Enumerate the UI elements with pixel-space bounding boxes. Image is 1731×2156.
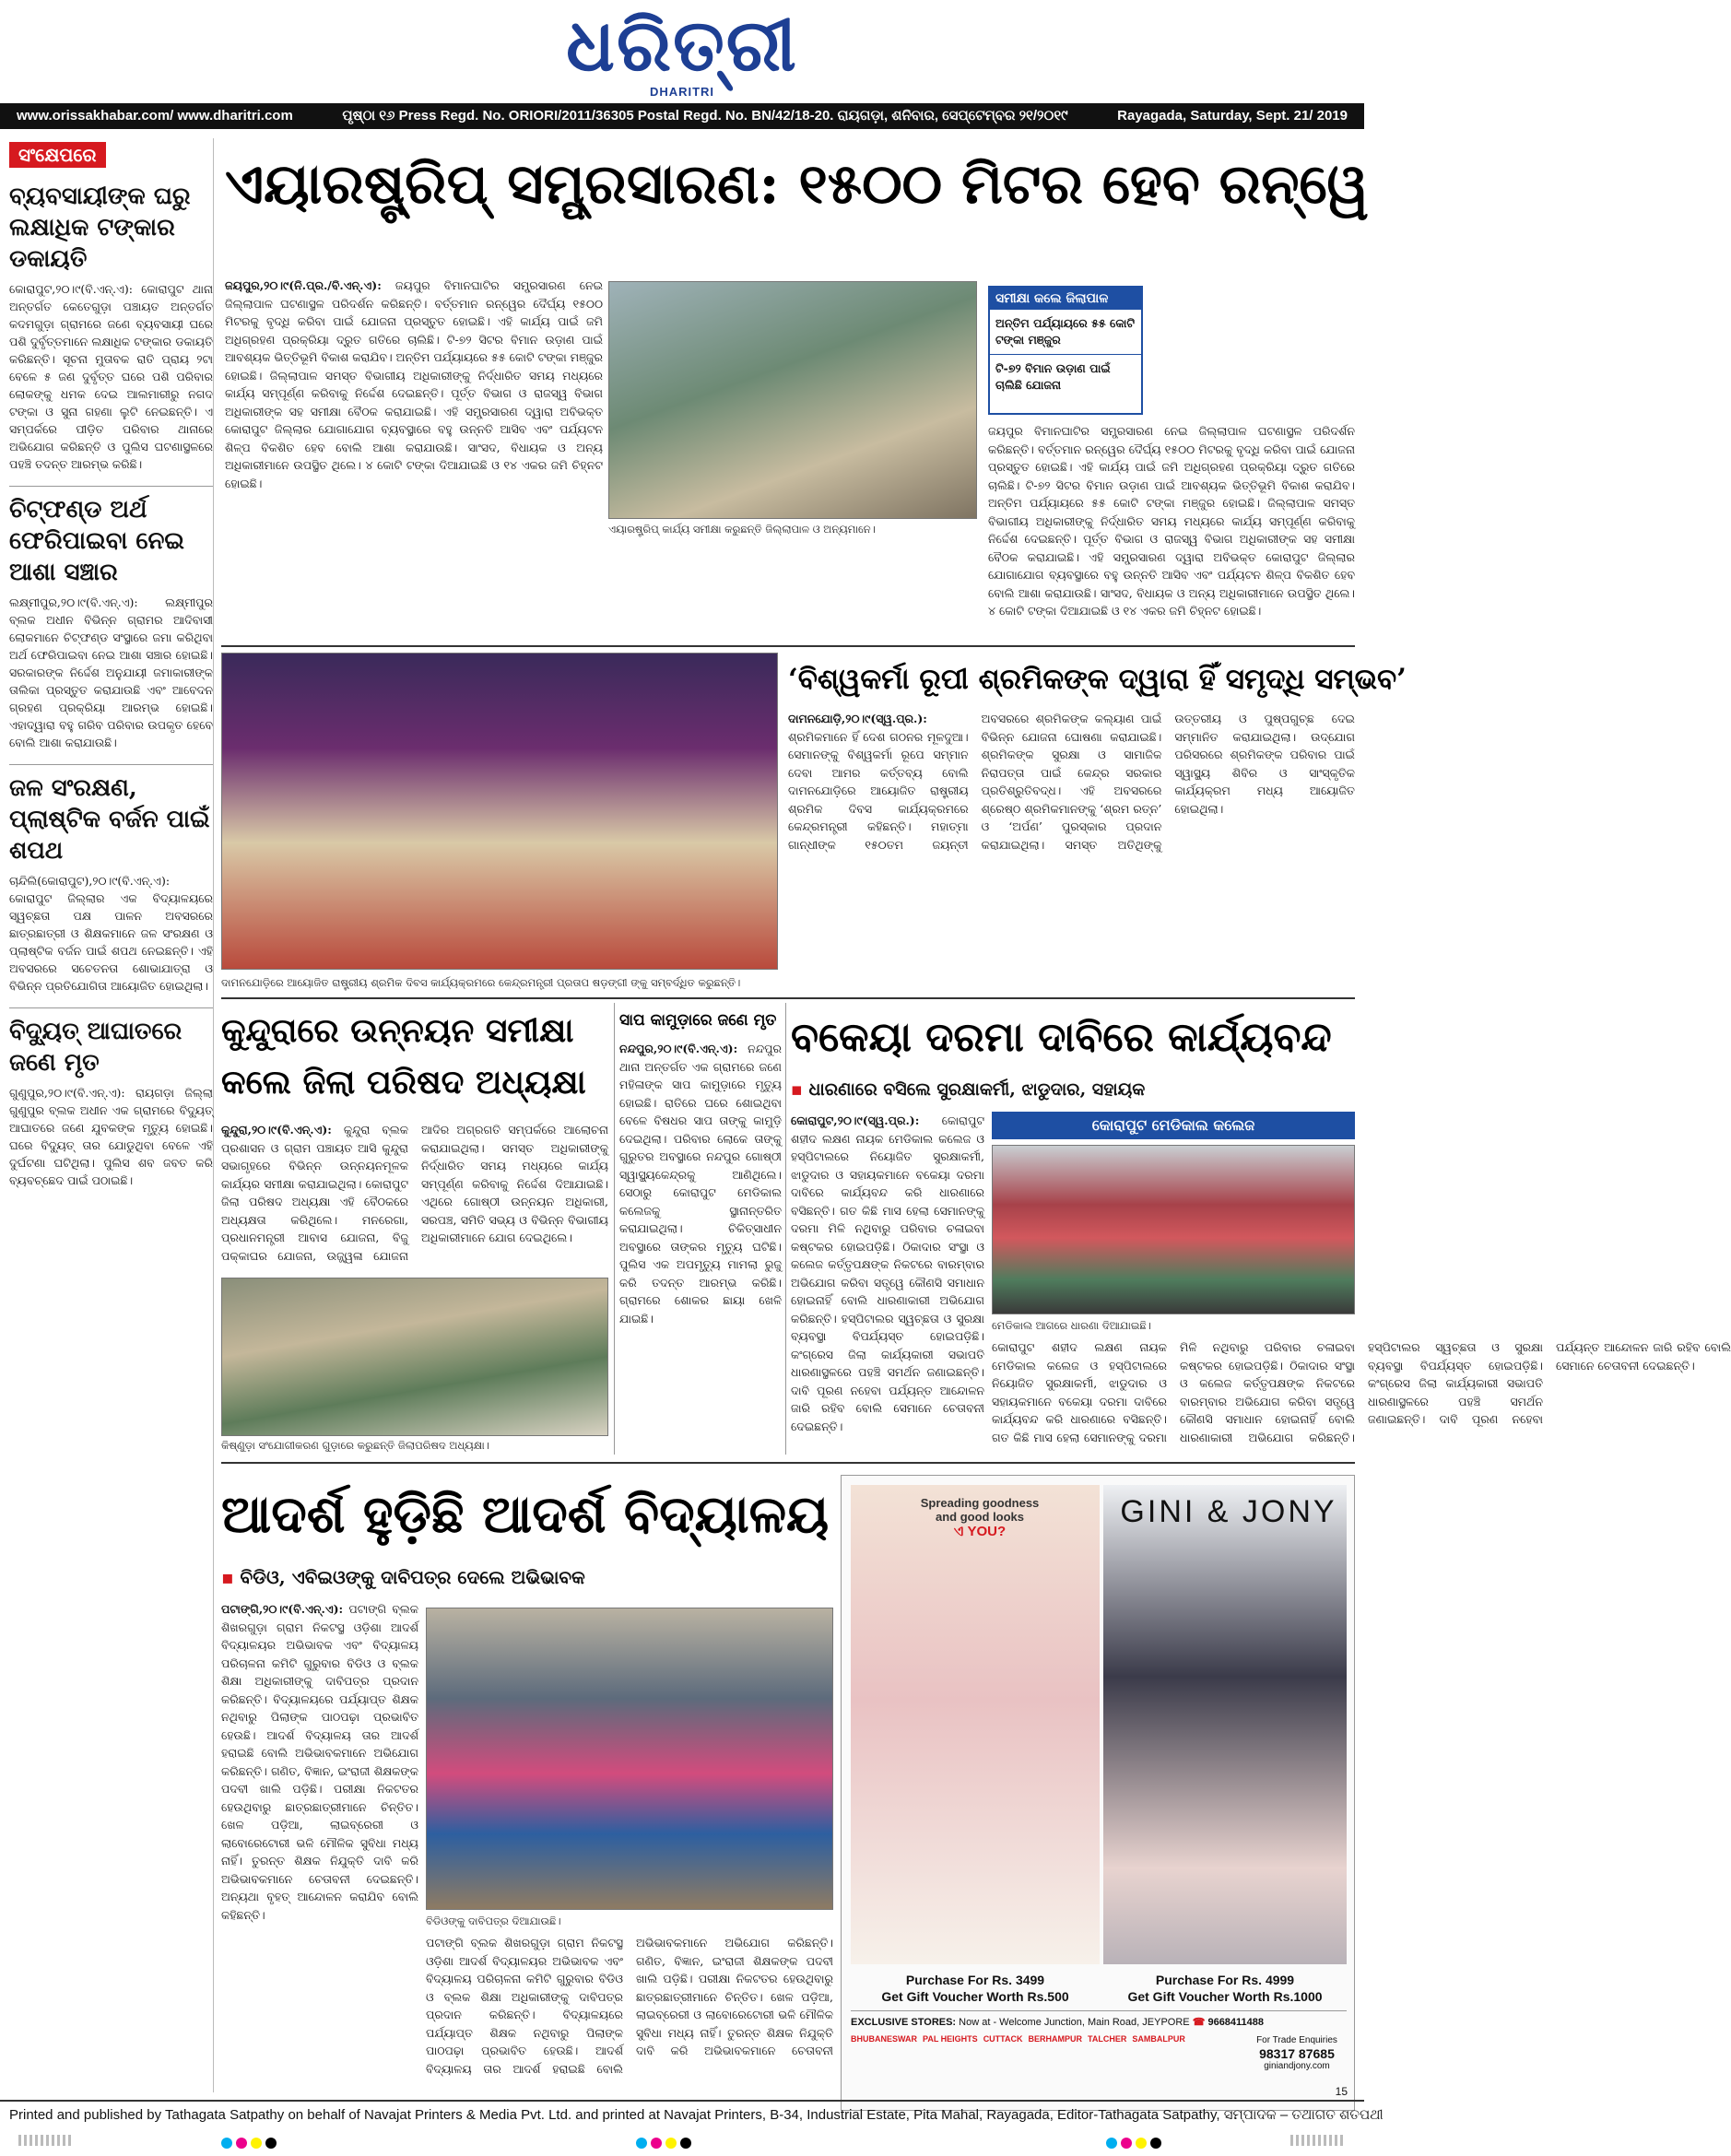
logo-subtext: DHARITRI [649,85,715,99]
edition-date: Rayagada, Saturday, Sept. 21/ 2019 [1117,108,1348,124]
ad-tagline-line2: and good looks [935,1510,1025,1524]
brief-item [9,1016,213,1189]
airstrip-caption: ଏୟାରଷ୍ଟ୍ରିପ୍ କାର୍ଯ୍ୟ ସମୀକ୍ଷା କରୁଛନ୍ତି ଜିଲ୍ଲାପାଳ ଓ ଅନ୍ୟମାନେ। [608,523,876,536]
section-divider [221,1462,1355,1464]
brief-body: କୋରାପୁଟ,୨୦।୯(ବି.ଏନ୍.ଏ): କୋରାପୁଟ ଥାନା ଅନ୍ତର୍ଗତ କେତେଗୁଡ଼ା ପଞ୍ଚାୟତ ଅନ୍ତର୍ଗତ କଦମଗୁଡ଼ା ଗ୍ରାମରେ ଜଣେ ବ୍ୟବସାୟୀ ଘରେ ପଶି ଦୁର୍ବୃତ୍ତମାନେ ଲକ୍ଷାଧିକ ଟଙ୍କାର ଡକାୟତି କରିଛନ୍ତି। ସୂଚନା ମୁତାବକ ରାତି ପ୍ରାୟ ୨ଟା ବେଳେ ୫ ଜଣ ଦୁର୍ବୃତ୍ତ ଘରେ ପଶି ପରିବାର ଲୋକଙ୍କୁ ଧମକ ଦେଇ ଆଲମାରୀରୁ ନଗଦ ଟଙ୍କା ଓ ସୁନା ଗହଣା ଲୁଟି ନେଇଛନ୍ତି। ଏ ସମ୍ପର୍କରେ ପୀଡ଼ିତ ପରିବାର ଥାନାରେ ଅଭିଯୋଗ କରିଛନ୍ତି ଓ ପୁଲିସ ଘଟଣାସ୍ଥଳରେ ପହଞ୍ଚି ତଦନ୍ତ ଆରମ୍ଭ କରିଛି। [9,282,213,471]
website-links[interactable]: www.orissakhabar.com/ www.dharitri.com [17,108,293,124]
brief-item [9,494,213,751]
offer-1-purchase: Purchase For Rs. 3499 [905,1973,1045,1987]
infobox-point: ଟି-୭୨ ବିମାନ ଉଡ଼ାଣ ପାଇଁ ଚାଲିଛି ଯୋଜନା [995,361,1111,392]
school-headline: ଆଦର୍ଶ ହୁଡ଼ିଛି ଆଦର୍ଶ ବିଦ୍ୟାଳୟ [221,1484,830,1545]
wages-photo [992,1145,1355,1314]
offer-2-purchase: Purchase For Rs. 4999 [1155,1973,1295,1987]
wages-location-box: କୋରାପୁଟ ମେଡିକାଲ କଲେଜ [992,1112,1355,1139]
city-label: BHUBANESWAR [851,2034,917,2044]
kundura-dateline: କୁନ୍ଦୁରା,୨୦।୯(ବି.ଏନ୍.ଏ): [221,1123,332,1137]
ad-photo-boy [1103,1485,1347,1964]
airstrip-body-text: ଜୟପୁର ବିମାନଘାଟିର ସମ୍ପ୍ରସାରଣ ନେଇ ଜିଲ୍ଲାପାଳ ଘଟଣାସ୍ଥଳ ପରିଦର୍ଶନ କରିଛନ୍ତି। ବର୍ତ୍ତମାନ ରନ୍‌ୱେର ଦୈର୍ଘ୍ୟ ୧୫୦୦ ମିଟରକୁ ବୃଦ୍ଧି କରିବା ପାଇଁ ଯୋଜନା ପ୍ରସ୍ତୁତ ହୋଇଛି। ଏହି କାର୍ଯ୍ୟ ପାଇଁ ଜମି ଅଧିଗ୍ରହଣ ପ୍ରକ୍ରିୟା ଦ୍ରୁତ ଗତିରେ ଚାଲିଛି। ଟି-୭୨ ସିଟର ବିମାନ ଉଡ଼ାଣ ପାଇଁ ଆବଶ୍ୟକ ଭିତ୍ତିଭୂମି ବିକାଶ କରାଯିବ। ଅନ୍ତିମ ପର୍ଯ୍ୟାୟରେ ୫୫ କୋଟି ଟଙ୍କା ମଞ୍ଜୁର ହୋଇଛି। ଜିଲ୍ଲାପାଳ ସମସ୍ତ ବିଭାଗୀୟ ଅଧିକାରୀଙ୍କୁ ନିର୍ଦ୍ଧାରିତ ସମୟ ମଧ୍ୟରେ କାର୍ଯ୍ୟ ସମ୍ପୂର୍ଣ୍ଣ କରିବାକୁ ନିର୍ଦ୍ଦେଶ ଦେଇଛନ୍ତି। ପୂର୍ତ୍ତ ବିଭାଗ ଓ ରାଜସ୍ୱ ବିଭାଗ ଅଧିକାରୀଙ୍କ ସହ ସମୀକ୍ଷା ବୈଠକ କରାଯାଇଛି। ଏହି ସମ୍ପ୍ରସାରଣ ଦ୍ୱାରା ଅବିଭକ୍ତ କୋରାପୁଟ ଜିଲ୍ଲାର ଯୋଗାଯୋଗ ବ୍ୟବସ୍ଥାରେ ବହୁ ଉନ୍ନତି ଆସିବ ଏବଂ ପର୍ଯ୍ୟଟନ ଶିଳ୍ପ ବିକଶିତ ହେବ ବୋଲି ଆଶା କରାଯାଉଛି। ସାଂସଦ, ବିଧାୟକ ଓ ଅନ୍ୟ ଅଧିକାରୀମାନେ ଉପସ୍ଥିତ ଥିଲେ। ୪ କୋଟି ଟଙ୍କା ଦିଆଯାଇଛି ଓ ୧୪ ଏକର ଜମି ଚିହ୍ନଟ ହୋଇଛି। [225,278,603,490]
ad-offer-2 [1103,1972,1347,2005]
color-registration-dots [221,2135,280,2152]
stores-label: EXCLUSIVE STORES: [851,2017,957,2028]
sidebar-tag: ସଂକ୍ଷେପରେ [9,142,106,168]
brief-headline: ବିଦ୍ୟୁତ୍ ଆଘାତରେ ଜଣେ ମୃତ [9,1018,183,1077]
registration-mark [1290,2135,1346,2146]
ad-tagline-line3: ଏ YOU? [953,1524,1007,1539]
wages-subhead [791,1075,1355,1104]
kundura-headline-line2: କଲେ ଜିଲା ପରିଷଦ ଅଧ୍ୟକ୍ଷା [221,1063,586,1102]
page-number: 15 [1335,2085,1348,2098]
school-body-right: ପଟାଙ୍ଗି ବ୍ଲକ ଶିଖରଗୁଡ଼ା ଗ୍ରାମ ନିକଟସ୍ଥ ଓଡ଼ିଶା ଆଦର୍ଶ ବିଦ୍ୟାଳୟର ଅଭିଭାବକ ଏବଂ ବିଦ୍ୟାଳୟ ପରିଚାଳନା କମିଟି ଗୁରୁବାର ବିଡିଓ ଓ ବ୍ଲକ ଶିକ୍ଷା ଅଧିକାରୀଙ୍କୁ ଦାବିପତ୍ର ପ୍ରଦାନ କରିଛନ୍ତି। ବିଦ୍ୟାଳୟରେ ପର୍ଯ୍ୟାପ୍ତ ଶିକ୍ଷକ ନଥିବାରୁ ପିଲାଙ୍କ ପାଠପଢ଼ା ପ୍ରଭାବିତ ହେଉଛି। ଆଦର୍ଶ ବିଦ୍ୟାଳୟ ତାର ଆଦର୍ଶ ହରାଇଛି ବୋଲି ଅଭିଭାବକମାନେ ଅଭିଯୋଗ କରିଛନ୍ତି। ଗଣିତ, ବିଜ୍ଞାନ, ଇଂରାଜୀ ଶିକ୍ଷକଙ୍କ ପଦବୀ ଖାଲି ପଡ଼ିଛି। ପରୀକ୍ଷା ନିକଟତର ହେଉଥିବାରୁ ଛାତ୍ରଛାତ୍ରୀମାନେ ଚିନ୍ତିତ। ଖେଳ ପଡ଼ିଆ, ଲାଇବ୍ରେରୀ ଓ ଲାବୋରେଟୋରୀ ଭଳି ମୌଳିକ ସୁବିଧା ମଧ୍ୟ ନାହିଁ। ତୁରନ୍ତ ଶିକ୍ଷକ ନିଯୁକ୍ତି ଦାବି କରି ଅଭିଭାବକମାନେ ଚେତାବନୀ [426,1936,833,2076]
gini-jony-advertisement[interactable] [841,1475,1355,2111]
brief-item [9,772,213,995]
vishwakarma-dateline: ଦାମନଯୋଡ଼ି,୨୦।୯(ସ୍ୱ.ପ୍ର.): [788,712,927,725]
wages-subhead-text: ଧାରଣାରେ ବସିଲେ ସୁରକ୍ଷାକର୍ମୀ, ଝାଡୁଦାର, ସହାୟକ [808,1079,1146,1100]
brief-body: ଚାନ୍ଦିଲି(କୋରାପୁଟ),୨୦।୯(ବି.ଏନ୍.ଏ): କୋରାପୁଟ ଜିଲ୍ଲାର ଏକ ବିଦ୍ୟାଳୟରେ ସ୍ୱଚ୍ଛତା ପକ୍ଷ ପାଳନ ଅବସରରେ ଛାତ୍ରଛାତ୍ରୀ ଓ ଶିକ୍ଷକମାନେ ଜଳ ସଂରକ୍ଷଣ ଓ ପ୍ଲାଷ୍ଟିକ ବର୍ଜନ ପାଇଁ ଶପଥ ନେଇଛନ୍ତି। ଏହି ଅବସରରେ ସଚେତନତା ଶୋଭାଯାତ୍ରା ଓ ବିଭିନ୍ନ ପ୍ରତିଯୋଗିତା ଆୟୋଜିତ ହୋଇଥିଲା। [9,874,213,993]
airstrip-body-left [225,277,603,636]
city-label: SAMBALPUR [1132,2034,1185,2044]
bullet-icon: ▪ [791,1079,803,1100]
newspaper-logo [516,4,848,100]
wages-caption: ମେଡିକାଲ ଆଗରେ ଧାରଣା ଦିଆଯାଇଛି। [992,1319,1151,1332]
city-label: CUTTACK [983,2034,1023,2044]
infobox-title: ସମୀକ୍ଷା କଲେ ଜିଲାପାଳ [990,288,1141,310]
column-divider [785,1003,786,1455]
city-label: BERHAMPUR [1028,2034,1083,2044]
trade-label: For Trade Enquiries [1256,2035,1337,2045]
school-dateline: ପଟାଙ୍ଗି,୨୦।୯(ବି.ଏନ୍.ଏ): [221,1602,344,1616]
ad-tagline-line1: Spreading goodness [920,1496,1040,1510]
offer-1-voucher: Get Gift Voucher Worth Rs.500 [881,1989,1069,2004]
ad-offer-1 [851,1972,1100,2005]
masthead-bar [0,103,1364,129]
registration-mark [18,2135,74,2146]
airstrip-headline: ଏୟାରଷ୍ଟ୍ରିପ୍ ସମ୍ପ୍ରସାରଣ: ୧୫୦୦ ମିଟର ହେବ ରନ୍‌ୱେ [225,152,1369,217]
school-caption: ବିଡିଓଙ୍କୁ ଦାବିପତ୍ର ଦିଆଯାଉଛି। [426,1914,561,1927]
school-photo [426,1608,833,1910]
infobox-point: ଅନ୍ତିମ ପର୍ଯ୍ୟାୟରେ ୫୫ କୋଟି ଟଙ୍କା ମଞ୍ଜୁର [990,310,1141,355]
bullet-icon: ▪ [221,1566,234,1588]
airstrip-infobox [988,286,1143,415]
ad-city-list [851,2034,1238,2090]
offer-2-voucher: Get Gift Voucher Worth Rs.1000 [1127,1989,1323,2004]
phone-icon: ☎ [1192,2017,1206,2028]
ad-photo-girls [851,1485,1100,1964]
kundura-headline-line1: କୁନ୍ଦୁରାରେ ଉନ୍ନୟନ ସମୀକ୍ଷା [221,1011,574,1050]
logo-text: ଧରିତ୍ରୀ [566,4,798,88]
kundura-photo [221,1278,608,1436]
vishwakarma-headline: ‘ବିଶ୍ୱକର୍ମା ରୂପୀ ଶ୍ରମିକଙ୍କ ଦ୍ୱାରା ହିଁ ସମୃଦ୍ଧି ସମ୍ଭବ’ [788,663,1407,696]
divider [9,486,213,487]
kundura-headline [221,1005,608,1108]
airstrip-body-right: ଜୟପୁର ବିମାନଘାଟିର ସମ୍ପ୍ରସାରଣ ନେଇ ଜିଲ୍ଲାପାଳ ଘଟଣାସ୍ଥଳ ପରିଦର୍ଶନ କରିଛନ୍ତି। ବର୍ତ୍ତମାନ ରନ୍‌ୱେର ଦୈର୍ଘ୍ୟ ୧୫୦୦ ମିଟରକୁ ବୃଦ୍ଧି କରିବା ପାଇଁ ଯୋଜନା ପ୍ରସ୍ତୁତ ହୋଇଛି। ଏହି କାର୍ଯ୍ୟ ପାଇଁ ଜମି ଅଧିଗ୍ରହଣ ପ୍ରକ୍ରିୟା ଦ୍ରୁତ ଗତିରେ ଚାଲିଛି। ଟି-୭୨ ସିଟର ବିମାନ ଉଡ଼ାଣ ପାଇଁ ଆବଶ୍ୟକ ଭିତ୍ତିଭୂମି ବିକାଶ କରାଯିବ। ଅନ୍ତିମ ପର୍ଯ୍ୟାୟରେ ୫୫ କୋଟି ଟଙ୍କା ମଞ୍ଜୁର ହୋଇଛି। ଜିଲ୍ଲାପାଳ ସମସ୍ତ ବିଭାଗୀୟ ଅଧିକାରୀଙ୍କୁ ନିର୍ଦ୍ଧାରିତ ସମୟ ମଧ୍ୟରେ କାର୍ଯ୍ୟ ସମ୍ପୂର୍ଣ୍ଣ କରିବାକୁ ନିର୍ଦ୍ଦେଶ ଦେଇଛନ୍ତି। ପୂର୍ତ୍ତ ବିଭାଗ ଓ ରାଜସ୍ୱ ବିଭାଗ ଅଧିକାରୀଙ୍କ ସହ ସମୀକ୍ଷା ବୈଠକ କରାଯାଇଛି। ଏହି ସମ୍ପ୍ରସାରଣ ଦ୍ୱାରା ଅବିଭକ୍ତ କୋରାପୁଟ ଜିଲ୍ଲାର ଯୋଗାଯୋଗ ବ୍ୟବସ୍ଥାରେ ବହୁ ଉନ୍ନତି ଆସିବ ଏବଂ ପର୍ଯ୍ୟଟନ ଶିଳ୍ପ ବିକଶିତ ହେବ ବୋଲି ଆଶା କରାଯାଉଛି। ସାଂସଦ, ବିଧାୟକ ଓ ଅନ୍ୟ ଅଧିକାରୀମାନେ ଉପସ୍ଥିତ ଥିଲେ। ୪ କୋଟି ଟଙ୍କା ଦିଆଯାଇଛି ଓ ୧୪ ଏକର ଜମି ଚିହ୍ନଟ ହୋଇଛି। [988,424,1355,618]
wages-body-left [791,1112,984,1455]
kundura-body-text: କୁନ୍ଦୁରା ବ୍ଲକ ପ୍ରଶାସନ ଓ ଗ୍ରାମ ପଞ୍ଚାୟତ ଆସି କୁନ୍ଦୁରା ସଭାଗୃହରେ ବିଭିନ୍ନ ଉନ୍ନୟନମୂଳକ କାର୍ଯ୍ୟର ସମୀକ୍ଷା କରାଯାଇଥିଲା। କୋରାପୁଟ ଜିଲା ପରିଷଦ ଅଧ୍ୟକ୍ଷା ଏହି ବୈଠକରେ ଅଧ୍ୟକ୍ଷତା କରିଥିଲେ। ମନରେଗା, ପ୍ରଧାନମନ୍ତ୍ରୀ ଆବାସ ଯୋଜନା, ବିଜୁ ପକ୍କାଘର ଯୋଜନା, ଉଜ୍ଜ୍ୱଳା ଯୋଜନା ଆଦିର ଅଗ୍ରଗତି ସମ୍ପର୍କରେ ଆଲୋଚନା କରାଯାଇଥିଲା। ସମସ୍ତ ଅଧିକାରୀଙ୍କୁ ନିର୍ଦ୍ଧାରିତ ସମୟ ମଧ୍ୟରେ କାର୍ଯ୍ୟ ସମ୍ପୂର୍ଣ୍ଣ କରିବାକୁ ନିର୍ଦ୍ଦେଶ ଦିଆଯାଇଛି। ଏଥିରେ ଗୋଷ୍ଠୀ ଉନ୍ନୟନ ଅଧିକାରୀ, ସରପଞ୍ଚ, ସମିତି ସଭ୍ୟ ଓ ବିଭିନ୍ନ ବିଭାଗୀୟ ଅଧିକାରୀମାନେ ଯୋଗ ଦେଇଥିଲେ। [221,1123,608,1263]
school-subhead [221,1561,833,1593]
snake-headline: ସାପ କାମୁଡ଼ାରେ ଜଣେ ମୃତ [619,1011,777,1030]
kundura-caption: କିଷ୍ଣୁଡ଼ା ସଂଯୋଗୀକରଣ ଗୁଡ଼ାରେ କରୁଛନ୍ତି ଜିଲାପରିଷଦ ଅଧ୍ୟକ୍ଷା। [221,1439,489,1452]
brief-body: ଲକ୍ଷ୍ମୀପୁର,୨୦।୯(ବି.ଏନ୍.ଏ): ଲକ୍ଷ୍ମୀପୁର ବ୍ଲକ ଅଧୀନ ବିଭିନ୍ନ ଗ୍ରାମର ଆଦିବାସୀ ଲୋକମାନେ ଚିଟ୍‌ଫଣ୍ଡ ସଂସ୍ଥାରେ ଜମା କରିଥିବା ଅର୍ଥ ଫେରିପାଇବା ନେଇ ଆଶା ସଞ୍ଚାର ହୋଇଛି। ସରକାରଙ୍କ ନିର୍ଦ୍ଦେଶ ଅନୁଯାୟୀ ଜମାକାରୀଙ୍କ ତାଲିକା ପ୍ରସ୍ତୁତ କରାଯାଉଛି ଏବଂ ଆବେଦନ ଗ୍ରହଣ ପ୍ରକ୍ରିୟା ଆରମ୍ଭ ହୋଇଛି। ଏହାଦ୍ୱାରା ବହୁ ଗରିବ ପରିବାର ଉପକୃତ ହେବେ ବୋଲି ଆଶା କରାଯାଉଛି। [9,595,213,749]
vishwakarma-body [788,710,1355,986]
snake-body [619,1040,782,1453]
column-divider [614,1003,615,1455]
wages-body-text: କୋରାପୁଟ ଶହୀଦ ଲକ୍ଷଣ ନାୟକ ମେଡିକାଲ କଲେଜ ଓ ହସ୍ପିଟାଲରେ ନିୟୋଜିତ ସୁରକ୍ଷାକର୍ମୀ, ଝାଡୁଦାର ଓ ସହାୟକମାନେ ବକେୟା ଦରମା ଦାବିରେ କାର୍ଯ୍ୟବନ୍ଦ କରି ଧାରଣାରେ ବସିଛନ୍ତି। ଗତ କିଛି ମାସ ହେଲା ସେମାନଙ୍କୁ ଦରମା ମିଳି ନଥିବାରୁ ପରିବାର ଚଳାଇବା କଷ୍ଟକର ହୋଇପଡ଼ିଛି। ଠିକାଦାର ସଂସ୍ଥା ଓ କଲେଜ କର୍ତ୍ତୃପକ୍ଷଙ୍କ ନିକଟରେ ବାରମ୍ବାର ଅଭିଯୋଗ କରିବା ସତ୍ତ୍ୱେ କୌଣସି ସମାଧାନ ହୋଇନାହିଁ ବୋଲି ଧାରଣାକାରୀ ଅଭିଯୋଗ କରିଛନ୍ତି। ହସ୍ପିଟାଲର ସ୍ୱଚ୍ଛତା ଓ ସୁରକ୍ଷା ବ୍ୟବସ୍ଥା ବିପର୍ଯ୍ୟସ୍ତ ହୋଇପଡ଼ିଛି। କଂଗ୍ରେସ ଜିଲା କାର୍ଯ୍ୟକାରୀ ସଭାପତି ଧାରଣାସ୍ଥଳରେ ପହଞ୍ଚି ସମର୍ଥନ ଜଣାଇଛନ୍ତି। ଦାବି ପୂରଣ ନହେବା ପର୍ଯ୍ୟନ୍ତ ଆନ୍ଦୋଳନ ଜାରି ରହିବ ବୋଲି ସେମାନେ ଚେତାବନୀ ଦେଇଛନ୍ତି। [791,1113,984,1433]
airstrip-photo [608,281,977,519]
color-registration-dots [636,2135,695,2152]
brief-headline: ବ୍ୟବସାୟୀଙ୍କ ଘରୁ ଲକ୍ଷାଧିକ ଟଙ୍କାର ଡକାୟତି [9,183,191,273]
vishwakarma-caption: ଦାମନଯୋଡ଼ିରେ ଆୟୋଜିତ ରାଷ୍ଟ୍ରୀୟ ଶ୍ରମିକ ଦିବସ କାର୍ଯ୍ୟକ୍ରମରେ କେନ୍ଦ୍ରମନ୍ତ୍ରୀ ପ୍ରତାପ ଷଡ଼ଙ୍ଗୀ ଙ୍କୁ ସମ୍ବର୍ଦ୍ଧିତ କରୁଛନ୍ତି। [221,976,741,989]
brief-headline: ଚିଟ୍‌ଫଣ୍ଡ ଅର୍ଥ ଫେରିପାଇବା ନେଇ ଆଶା ସଞ୍ଚାର [9,496,184,586]
registration-info: ପୃଷ୍ଠା ୧୬ Press Regd. No. ORIORI/2011/36305 Postal Regd. No. BN/42/18-20. ରାୟଗଡ଼ା, ଶନିବାର, ସେପ୍ଟେମ୍ବର ୨୧/୨୦୧୯ [342,108,1068,124]
wages-headline: ବକେୟା ଦରମା ଦାବିରେ କାର୍ଯ୍ୟବନ୍ଦ [791,1014,1332,1061]
city-label: PAL HEIGHTS [923,2034,978,2044]
vishwakarma-body-text: ଶ୍ରମିକମାନେ ହିଁ ଦେଶ ଗଠନର ମୂଳଦୁଆ। ସେମାନଙ୍କୁ ବିଶ୍ୱକର୍ମା ରୂପେ ସମ୍ମାନ ଦେବା ଆମର କର୍ତ୍ତବ୍ୟ ବୋଲି ଦାମନଯୋଡ଼ିରେ ଆୟୋଜିତ ରାଷ୍ଟ୍ରୀୟ ଶ୍ରମିକ ଦିବସ କାର୍ଯ୍ୟକ୍ରମରେ କେନ୍ଦ୍ରମନ୍ତ୍ରୀ କହିଛନ୍ତି। ମହାତ୍ମା ଗାନ୍ଧୀଙ୍କ ୧୫୦ତମ ଜୟନ୍ତୀ ଅବସରରେ ଶ୍ରମିକଙ୍କ କଲ୍ୟାଣ ପାଇଁ ବିଭିନ୍ନ ଯୋଜନା ଘୋଷଣା କରାଯାଇଛି। ଶ୍ରମିକଙ୍କ ସୁରକ୍ଷା ଓ ସାମାଜିକ ନିରାପତ୍ତା ପାଇଁ କେନ୍ଦ୍ର ସରକାର ପ୍ରତିଶ୍ରୁତିବଦ୍ଧ। ଏହି ଅବସରରେ ଶ୍ରେଷ୍ଠ ଶ୍ରମିକମାନଙ୍କୁ ‘ଶ୍ରମ ରତ୍ନ’ ଓ ‘ଅର୍ପଣ’ ପୁରସ୍କାର ପ୍ରଦାନ କରାଯାଇଥିଲା। ସମସ୍ତ ଅତିଥିଙ୍କୁ ଉତ୍ତରୀୟ ଓ ପୁଷ୍ପଗୁଚ୍ଛ ଦେଇ ସମ୍ମାନିତ କରାଯାଇଥିଲା। ଉଦ୍‌ଯୋଗ ପରିସରରେ ଶ୍ରମିକଙ୍କ ପରିବାର ପାଇଁ ସ୍ୱାସ୍ଥ୍ୟ ଶିବିର ଓ ସାଂସ୍କୃତିକ କାର୍ଯ୍ୟକ୍ରମ ମଧ୍ୟ ଆୟୋଜିତ ହୋଇଥିଲା। [788,712,1355,852]
snake-dateline: ନନ୍ଦପୁର,୨୦।୯(ବି.ଏନ୍.ଏ): [619,1042,738,1055]
brief-headline: ଜଳ ସଂରକ୍ଷଣ, ପ୍ଲାଷ୍ଟିକ ବର୍ଜନ ପାଇଁ ଶପଥ [9,774,210,865]
section-divider [221,645,1355,647]
ad-tagline [906,1496,1054,1539]
vishwakarma-photo [221,653,778,970]
school-body-text: ପଟାଙ୍ଗି ବ୍ଲକ ଶିଖରଗୁଡ଼ା ଗ୍ରାମ ନିକଟସ୍ଥ ଓଡ଼ିଶା ଆଦର୍ଶ ବିଦ୍ୟାଳୟର ଅଭିଭାବକ ଏବଂ ବିଦ୍ୟାଳୟ ପରିଚାଳନା କମିଟି ଗୁରୁବାର ବିଡିଓ ଓ ବ୍ଲକ ଶିକ୍ଷା ଅଧିକାରୀଙ୍କୁ ଦାବିପତ୍ର ପ୍ରଦାନ କରିଛନ୍ତି। ବିଦ୍ୟାଳୟରେ ପର୍ଯ୍ୟାପ୍ତ ଶିକ୍ଷକ ନଥିବାରୁ ପିଲାଙ୍କ ପାଠପଢ଼ା ପ୍ରଭାବିତ ହେଉଛି। ଆଦର୍ଶ ବିଦ୍ୟାଳୟ ତାର ଆଦର୍ଶ ହରାଇଛି ବୋଲି ଅଭିଭାବକମାନେ ଅଭିଯୋଗ କରିଛନ୍ତି। ଗଣିତ, ବିଜ୍ଞାନ, ଇଂରାଜୀ ଶିକ୍ଷକଙ୍କ ପଦବୀ ଖାଲି ପଡ଼ିଛି। ପରୀକ୍ଷା ନିକଟତର ହେଉଥିବାରୁ ଛାତ୍ରଛାତ୍ରୀମାନେ ଚିନ୍ତିତ। ଖେଳ ପଡ଼ିଆ, ଲାଇବ୍ରେରୀ ଓ ଲାବୋରେଟୋରୀ ଭଳି ମୌଳିକ ସୁବିଧା ମଧ୍ୟ ନାହିଁ। ତୁରନ୍ତ ଶିକ୍ଷକ ନିଯୁକ୍ତି ଦାବି କରି ଅଭିଭାବକମାନେ ଚେତାବନୀ ଦେଇଛନ୍ତି। ଅନ୍ୟଥା ବୃହତ୍ ଆନ୍ଦୋଳନ କରାଯିବ ବୋଲି କହିଛନ୍ତି। [221,1602,418,1922]
stores-text: Now at - Welcome Junction, Main Road, JEYPORE [959,2017,1190,2028]
brief-news-sidebar [9,138,214,2092]
ad-website[interactable]: giniandjony.com [1264,2061,1330,2071]
wages-body-right: କୋରାପୁଟ ଶହୀଦ ଲକ୍ଷଣ ନାୟକ ମେଡିକାଲ କଲେଜ ଓ ହସ୍ପିଟାଲରେ ନିୟୋଜିତ ସୁରକ୍ଷାକର୍ମୀ, ଝାଡୁଦାର ଓ ସହାୟକମାନେ ବକେୟା ଦରମା ଦାବିରେ କାର୍ଯ୍ୟବନ୍ଦ କରି ଧାରଣାରେ ବସିଛନ୍ତି। ଗତ କିଛି ମାସ ହେଲା ସେମାନଙ୍କୁ ଦରମା ମିଳି ନଥିବାରୁ ପରିବାର ଚଳାଇବା କଷ୍ଟକର ହୋଇପଡ଼ିଛି। ଠିକାଦାର ସଂସ୍ଥା ଓ କଲେଜ କର୍ତ୍ତୃପକ୍ଷଙ୍କ ନିକଟରେ ବାରମ୍ବାର ଅଭିଯୋଗ କରିବା ସତ୍ତ୍ୱେ କୌଣସି ସମାଧାନ ହୋଇନାହିଁ ବୋଲି ଧାରଣାକାରୀ ଅଭିଯୋଗ କରିଛନ୍ତି। ହସ୍ପିଟାଲର ସ୍ୱଚ୍ଛତା ଓ ସୁରକ୍ଷା ବ୍ୟବସ୍ଥା ବିପର୍ଯ୍ୟସ୍ତ ହୋଇପଡ଼ିଛି। କଂଗ୍ରେସ ଜିଲା କାର୍ଯ୍ୟକାରୀ ସଭାପତି ଧାରଣାସ୍ଥଳରେ ପହଞ୍ଚି ସମର୍ଥନ ଜଣାଇଛନ୍ତି। ଦାବି ପୂରଣ ନହେବା ପର୍ଯ୍ୟନ୍ତ ଆନ୍ଦୋଳନ ଜାରି ରହିବ ବୋଲି ସେମାନେ ଚେତାବନୀ ଦେଇଛନ୍ତି। [992,1340,1731,1444]
ad-stores-line [851,2010,1347,2032]
print-line: Printed and published by Tathagata Satpathy on behalf of Navajat Printers & Media Pvt. Ltd. and printed at Navajat Printers, B-34, Industrial Estate, Pita Mahal, Rayagada, Editor-Tathagata Satpathy, ସମ୍ପାଦକ – ତଥାଗତ ଶତପଥୀ [0,2100,1364,2127]
section-divider [221,997,1355,999]
school-subhead-text: ବିଡିଓ, ଏବିଇଓଙ୍କୁ ଦାବିପତ୍ର ଦେଲେ ଅଭିଭାବକ [240,1566,585,1588]
stores-phone[interactable]: 9668411488 [1207,2017,1265,2028]
airstrip-dateline: ଜୟପୁର,୨୦।୯(ନି.ପ୍ର./ବି.ଏନ୍.ଏ): [225,278,382,292]
trade-phone[interactable]: 98317 87685 [1259,2046,1335,2061]
school-body-left [221,1600,418,2094]
color-registration-dots [1106,2135,1165,2152]
brief-item [9,181,213,473]
divider [9,1007,213,1008]
ad-brand-logo: GINI & JONY [1120,1494,1337,1529]
divider [9,764,213,765]
ad-trade-enquiries [1247,2034,1347,2073]
snake-body-text: ନନ୍ଦପୁର ଥାନା ଅନ୍ତର୍ଗତ ଏକ ଗ୍ରାମରେ ଜଣେ ମହିଳାଙ୍କ ସାପ କାମୁଡ଼ାରେ ମୃତ୍ୟୁ ହୋଇଛି। ରାତିରେ ଘରେ ଶୋଇଥିବା ବେଳେ ବିଷଧର ସାପ ତାଙ୍କୁ କାମୁଡ଼ି ଦେଇଥିଲା। ପରିବାର ଲୋକେ ତାଙ୍କୁ ଗୁରୁତର ଅବସ୍ଥାରେ ନନ୍ଦପୁର ଗୋଷ୍ଠୀ ସ୍ୱାସ୍ଥ୍ୟକେନ୍ଦ୍ରକୁ ଆଣିଥିଲେ। ସେଠାରୁ କୋରାପୁଟ ମେଡିକାଲ କଲେଜକୁ ସ୍ଥାନାନ୍ତରିତ କରାଯାଇଥିଲା। ଚିକିତ୍ସାଧୀନ ଅବସ୍ଥାରେ ତାଙ୍କର ମୃତ୍ୟୁ ଘଟିଛି। ପୁଲିସ ଏକ ଅପମୃତ୍ୟୁ ମାମଲା ରୁଜୁ କରି ତଦନ୍ତ ଆରମ୍ଭ କରିଛି। ଗ୍ରାମରେ ଶୋକର ଛାୟା ଖେଳି ଯାଇଛି। [619,1042,782,1325]
city-label: TALCHER [1088,2034,1127,2044]
brief-body: ଗୁଣୁପୁର,୨୦।୯(ବି.ଏନ୍.ଏ): ରାୟଗଡ଼ା ଜିଲ୍ଲା ଗୁଣୁପୁର ବ୍ଲକ ଅଧୀନ ଏକ ଗ୍ରାମରେ ବିଦ୍ୟୁତ୍ ଆଘାତରେ ଜଣେ ଯୁବକଙ୍କ ମୃତ୍ୟୁ ହୋଇଛି। ଘରେ ବିଦ୍ୟୁତ୍ ତାର ଯୋଡୁଥିବା ବେଳେ ଏହି ଦୁର୍ଘଟଣା ଘଟିଥିଲା। ପୁଲିସ ଶବ ଜବତ କରି ବ୍ୟବଚ୍ଛେଦ ପାଇଁ ପଠାଇଛି। [9,1086,213,1187]
wages-dateline: କୋରାପୁଟ,୨୦।୯(ସ୍ୱ.ପ୍ର.): [791,1113,920,1127]
